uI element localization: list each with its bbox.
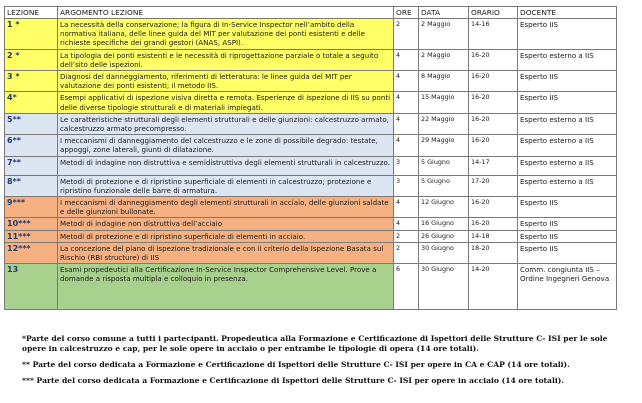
- footnote-common: *Parte del corso comune a tutti i partecipanti. Propedeutica alla Formazione e Certificazione di Ispettori delle Strutture C- ISI per le sole opere in calcestruzzo e cap, per le sole opere in acciaio o per entrambe le tipologie di opera (14 ore totali).: [22, 334, 608, 353]
- cell-data: 15 Maggio: [419, 92, 469, 113]
- cell-data: 16 Giugno: [419, 218, 469, 230]
- schedule-table: [4, 6, 617, 310]
- header-argomento: ARGOMENTO LEZIONE: [58, 7, 394, 19]
- footnotes: [22, 334, 632, 392]
- cell-lezione: 12***: [5, 242, 58, 263]
- cell-lezione: 2 *: [5, 49, 58, 70]
- cell-data: 5 Giugno: [419, 175, 469, 196]
- cell-lezione: 6**: [5, 135, 58, 156]
- table-row: [5, 113, 617, 134]
- cell-orario: 16-20: [469, 135, 518, 156]
- cell-data: 30 Giugno: [419, 242, 469, 263]
- cell-orario: 16-20: [469, 218, 518, 230]
- header-lezione: LEZIONE: [5, 7, 58, 19]
- cell-ore: 4: [394, 71, 419, 92]
- cell-lezione: 1 *: [5, 19, 58, 50]
- cell-docente: Esperto IIS: [518, 197, 617, 218]
- header-data: DATA: [419, 7, 469, 19]
- cell-orario: 17-20: [469, 175, 518, 196]
- cell-orario: 18-20: [469, 242, 518, 263]
- cell-argomento: Le caratteristiche strutturali degli elementi strutturali e delle giunzioni: calcestruzzo armato, calcestruzzo armato precompresso.: [58, 113, 394, 134]
- table-row: [5, 230, 617, 242]
- cell-argomento: Esami propedeutici alla Certificazione In-Service Inspector Comprehensive Level. Prove a domande a risposta multipla e colloquio in presenza.: [58, 264, 394, 310]
- cell-lezione: 8**: [5, 175, 58, 196]
- cell-orario: 16-20: [469, 92, 518, 113]
- cell-docente: Esperto esterno a IIS: [518, 156, 617, 175]
- cell-argomento: Metodi di indagine non distruttiva e semidistruttiva degli elementi strutturali in calcestruzzo.: [58, 156, 394, 175]
- cell-ore: 6: [394, 264, 419, 310]
- table-row: [5, 92, 617, 113]
- cell-ore: 4: [394, 92, 419, 113]
- cell-data: 8 Maggio: [419, 71, 469, 92]
- cell-data: 2 Maggio: [419, 19, 469, 50]
- cell-argomento: I meccanismi di danneggiamento degli elementi strutturali in acciaio, delle giunzioni saldate e delle giunzioni bullonate.: [58, 197, 394, 218]
- cell-docente: Esperto IIS: [518, 230, 617, 242]
- cell-orario: 14-20: [469, 264, 518, 310]
- cell-lezione: 11***: [5, 230, 58, 242]
- header-docente: DOCENTE: [518, 7, 617, 19]
- table-row: [5, 71, 617, 92]
- cell-lezione: 3 *: [5, 71, 58, 92]
- cell-docente: Esperto IIS: [518, 218, 617, 230]
- cell-orario: 14-18: [469, 230, 518, 242]
- cell-argomento: La concezione del piano di ispezione tradizionale e con il criterio della Ispezione Basata sul Rischio (RBI structure) di IIS: [58, 242, 394, 263]
- cell-data: 30 Giugno: [419, 264, 469, 310]
- table-row: [5, 49, 617, 70]
- cell-lezione: 4*: [5, 92, 58, 113]
- cell-argomento: I meccanismi di danneggiamento del calcestruzzo e le zone di possibile degrado: testate, appoggi, zone laterali, giunti di dilatazione.: [58, 135, 394, 156]
- cell-ore: 2: [394, 242, 419, 263]
- cell-data: 12 Giugno: [419, 197, 469, 218]
- cell-data: 29 Maggio: [419, 135, 469, 156]
- cell-data: 2 Maggio: [419, 49, 469, 70]
- cell-ore: 4: [394, 113, 419, 134]
- cell-argomento: La tipologia dei ponti esistenti e le necessità di riprogettazione parziale o totale a seguito dell’sito delle ispezioni.: [58, 49, 394, 70]
- cell-orario: 16-20: [469, 197, 518, 218]
- cell-docente: Esperto esterno a IIS: [518, 135, 617, 156]
- cell-orario: 16-20: [469, 71, 518, 92]
- cell-argomento: Metodi di indagine non distruttiva dell’acciaio: [58, 218, 394, 230]
- cell-orario: 16-20: [469, 113, 518, 134]
- cell-ore: 2: [394, 230, 419, 242]
- cell-docente: Esperto esterno a IIS: [518, 113, 617, 134]
- cell-docente: Esperto IIS: [518, 242, 617, 263]
- cell-data: 5 Giugno: [419, 156, 469, 175]
- cell-lezione: 10***: [5, 218, 58, 230]
- header-ore: ORE: [394, 7, 419, 19]
- cell-docente: Esperto IIS: [518, 92, 617, 113]
- cell-orario: 14-16: [469, 19, 518, 50]
- cell-docente: Esperto esterno a IIS: [518, 49, 617, 70]
- table-row: [5, 175, 617, 196]
- table-row: [5, 156, 617, 175]
- cell-argomento: La necessità della conservazione; la figura di In-Service Inspector nell’ambito della normativa italiana, delle linee guida del MIT per valutazione dei ponti esistenti e delle richieste specifiche dei grandi gestori (ANAS, ASPI).: [58, 19, 394, 50]
- cell-argomento: Esempi applicativi di ispezione visiva diretta e remota. Esperienze di ispezione di IIS su ponti delle diverse tipologie strutturali e di materiali impiegati.: [58, 92, 394, 113]
- cell-docente: Comm. congiunta IIS – Ordine Ingegneri Genova: [518, 264, 617, 310]
- table-row: [5, 264, 617, 310]
- cell-lezione: 9***: [5, 197, 58, 218]
- cell-argomento: Diagnosi del danneggiamento, riferimenti di letteratura: le linee guida del MIT per valutazione dei ponti esistenti; il metodo IIS.: [58, 71, 394, 92]
- table-body: [5, 19, 617, 310]
- cell-lezione: 5**: [5, 113, 58, 134]
- cell-argomento: Metodi di protezione e di ripristino superficiale di elementi in calcestruzzo; protezione e ripristino funzionale delle barre di armatura.: [58, 175, 394, 196]
- cell-lezione: 13: [5, 264, 58, 310]
- footnote-acciaio: *** Parte del corso dedicata a Formazione e Certificazione di Ispettori delle Strutture C- ISI per opere in acciaio (14 ore totali).: [22, 376, 564, 385]
- cell-ore: 3: [394, 175, 419, 196]
- cell-orario: 14-17: [469, 156, 518, 175]
- cell-ore: 4: [394, 197, 419, 218]
- cell-ore: 4: [394, 135, 419, 156]
- cell-docente: Esperto esterno a IIS: [518, 175, 617, 196]
- cell-docente: Esperto IIS: [518, 19, 617, 50]
- table-row: [5, 19, 617, 50]
- course-schedule: [4, 6, 616, 310]
- cell-ore: 4: [394, 218, 419, 230]
- cell-argomento: Metodi di protezione e di ripristino superficiale di elementi in acciaio.: [58, 230, 394, 242]
- table-header-row: [5, 7, 617, 19]
- cell-lezione: 7**: [5, 156, 58, 175]
- cell-data: 22 Maggio: [419, 113, 469, 134]
- cell-data: 26 Giugno: [419, 230, 469, 242]
- cell-ore: 4: [394, 49, 419, 70]
- table-row: [5, 218, 617, 230]
- cell-docente: Esperto IIS: [518, 71, 617, 92]
- cell-ore: 2: [394, 19, 419, 50]
- table-row: [5, 242, 617, 263]
- cell-ore: 3: [394, 156, 419, 175]
- footnote-ca-cap: ** Parte del corso dedicata a Formazione e Certificazione di Ispettori delle Strutture C- ISI per opere in CA e CAP (14 ore totali).: [22, 360, 570, 369]
- header-orario: ORARIO: [469, 7, 518, 19]
- table-row: [5, 197, 617, 218]
- cell-orario: 16-20: [469, 49, 518, 70]
- table-row: [5, 135, 617, 156]
